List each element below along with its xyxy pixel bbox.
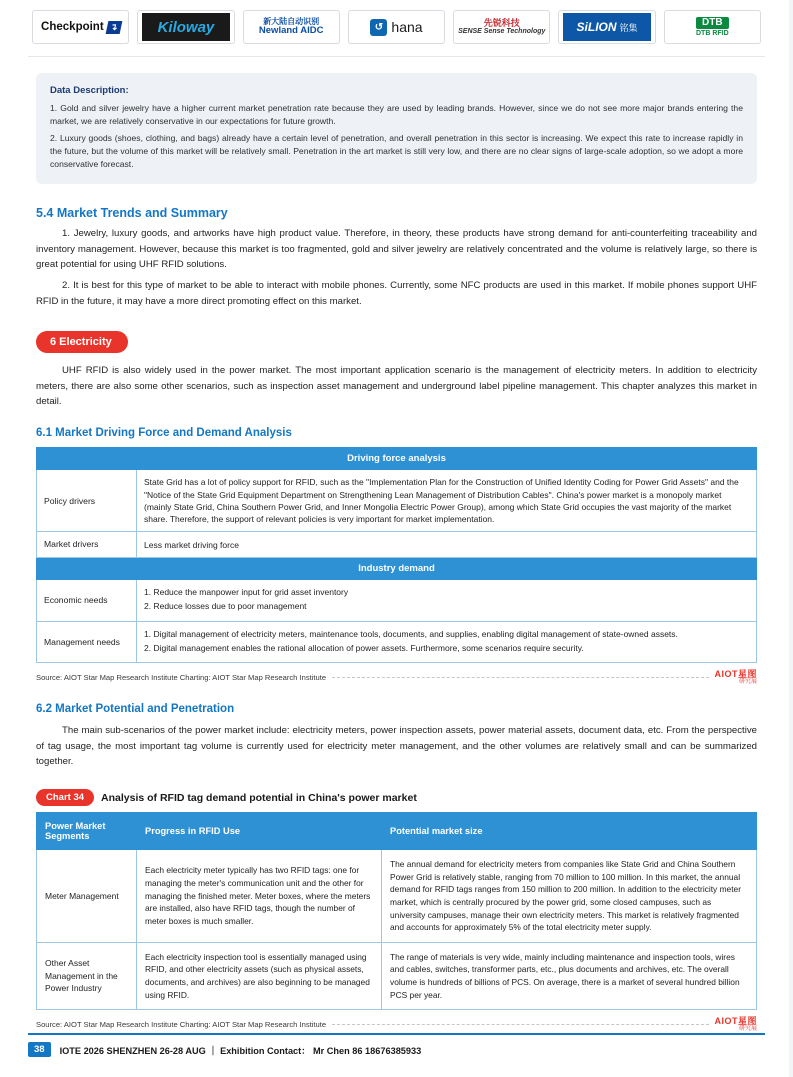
footer-text: IOTE 2026 SHENZHEN 26-28 AUG ｜ Exhibition Contact： Mr Chen 86 18676385933 [59,1045,422,1056]
table-row [37,942,757,1009]
watermark-title: AIOT星图 [714,669,757,680]
row-label-management-needs: Management needs [37,621,137,663]
logo-newland-cn: 新大陆自动识别 [263,16,320,26]
section-5-4-paragraph-1: 1. Jewelry, luxury goods, and artworks have high product value. Therefore, in theory, these products have strong demand for anti-counterfeiting traceability and inventory management. However, because this market is too fragmented, gold and silver jewelry are relatively concentrated and the volume is relatively large, so there is great potential for using UHF RFID solutions. [36,228,757,271]
row-text-policy-drivers: State Grid has a lot of policy support for RFID, such as the "Implementation Plan for the Construction of Unified Identity Coding for Power Grid Assets" and the "Notice of the State Grid Equipment Department on Strengthening Lean Management of Distribution Cables". China's power market is a monopoly market (mainly State Grid, China Southern Power Grid, and Inner Mongolia Electric Power Group), among which State Grid occupies the vast majority of the market share. Therefore, the support of relevant policies is very important for market implementation. [137,470,757,532]
source-text: Source: AIOT Star Map Research Institute Charting: AIOT Star Map Research Institute [36,1020,327,1030]
section-5-4-paragraph-2: 2. It is best for this type of market to be able to interact with mobile phones. Currently, some NFC products are used in this market. If mobile phones support UHF RFID in the future, it may have a more direct promoting effect on this market. [36,280,757,307]
logo-dtb-bottom: DTB RFID [695,30,729,37]
power-market-table [36,812,757,1010]
management-need-item: 1. Digital management of electricity meters, maintenance tools, documents, and supplies, enabling digital management of state-owned assets. [144,628,678,639]
column-header-progress: Progress in RFID Use [137,813,382,850]
source-divider [332,677,708,678]
row-label-economic-needs: Economic needs [37,579,137,621]
note-paragraph-2: 2. Luxury goods (shoes, clothing, and bags) already have a certain level of penetration, and overall penetration in this sector is increasing. We expect this rate to increase rapidly in the future, but the volume of this market will be relatively small. Penetration in the art market is still very low, and there are no clear signs of large-scale adoption, so we adopt a more conservative forecast. [50,132,743,169]
table-row [37,621,757,663]
cell-segment-other-assets: Other Asset Management in the Power Industry [37,942,137,1009]
column-header-potential: Potential market size [382,813,757,850]
column-header-segments: Power Market Segments [37,813,137,850]
sponsor-logo-strip [28,0,765,57]
logo-silion-cn: 铭集 [619,22,638,33]
watermark-sub: 研究展 [738,679,757,686]
driving-force-table [36,447,757,663]
chart-34-heading [36,789,757,806]
table-row [37,470,757,532]
chart-number-badge: Chart 34 [36,789,94,806]
watermark-sub: 研究展 [738,1026,757,1033]
logo-checkpoint [32,10,129,44]
row-label-market-drivers: Market drivers [37,532,137,557]
cell-potential-other-assets: The range of materials is very wide, mainly including maintenance and inspection tools, wires and cables, switches, transformer parts, etc., plus documents and archives, etc. The overall volume is hundreds of billions of PCS. On average, there is a market of several hundred billion PCS per year. [382,942,757,1009]
section-heading-5-4: 5.4 Market Trends and Summary [36,206,228,221]
table-header-row [37,448,757,470]
table-row [37,532,757,557]
logo-kiloway [137,10,234,44]
section-heading-6-1: 6.1 Market Driving Force and Demand Analysis [36,427,292,440]
logo-checkpoint-text: Checkpoint [41,20,104,33]
row-label-policy-drivers: Policy drivers [37,470,137,532]
logo-sense-cn: 先锐科技 [483,17,520,28]
logo-sense-en: SENSE Sense Technology [458,28,546,36]
logo-dtb-rfid [664,10,761,44]
driving-force-header: Driving force analysis [37,448,757,470]
source-line-6-2 [36,1017,757,1032]
note-title: Data Description: [50,85,129,96]
section-6-2-paragraph-1: The main sub-scenarios of the power market include: electricity meters, power inspection assets, power material assets, document data, etc. From the perspective of tag usage, the most important tag volume is currently used for electricity meter management, and the other volumes are relatively small and can be summarized together. [36,725,757,767]
logo-hana-text: hana [391,19,423,35]
cell-progress-meter-management: Each electricity meter typically has two RFID tags: one for managing the meter's communication unit and the other for managing the finished meter. Meter boxes, where the meters are installed, also have RFID tags, though the number of meter boxes is much smaller. [137,850,382,943]
logo-hana [348,10,445,44]
row-text-management-needs [137,621,757,663]
logo-newland-aidc [243,10,340,44]
logo-silion [558,10,655,44]
watermark-logo [715,1017,758,1032]
economic-need-item: 1. Reduce the manpower input for grid asset inventory [144,586,349,597]
source-text: Source: AIOT Star Map Research Institute Charting: AIOT Star Map Research Institute [36,673,327,683]
section-heading-6-2: 6.2 Market Potential and Penetration [36,703,235,716]
logo-newland-en: Newland AIDC [258,25,324,37]
cell-segment-meter-management: Meter Management [37,850,137,943]
industry-demand-header: Industry demand [37,557,757,579]
chart-title: Analysis of RFID tag demand potential in China's power market [101,791,417,804]
data-description-note [36,73,757,184]
page-footer [28,1033,765,1057]
cell-potential-meter-management: The annual demand for electricity meters from companies like State Grid and China Southern Power Grid is relatively stable, ranging from 70 million to 100 million. In this market, the annual demand for RFID tags ranges from 150 million to 200 million. In addition to the electricity meter market, which is centrally procured by the power grid, some closed campuses, such as university campuses, manage their own electricity meters. This market is relatively fragmented and accounts for approximately 5% of the total electricity meter supply. [382,850,757,943]
chapter-6-badge: 6 Electricity [36,331,128,353]
note-paragraph-1: 1. Gold and silver jewelry have a higher current market penetration rate because they are used by leading brands. However, since we do not see more major brands entering the market, we are relatively conservative in our expectations for future growth. [50,103,743,126]
source-divider [332,1024,708,1025]
management-need-item: 2. Digital management enables the rational allocation of power assets. Furthermore, some scenarios require security. [144,642,584,653]
source-line-6-1 [36,670,757,685]
page-number: 38 [28,1042,51,1057]
logo-kiloway-text: Kiloway [157,18,215,36]
checkpoint-mark-icon: ↴ [105,21,121,34]
table-row [37,579,757,621]
cell-progress-other-assets: Each electricity inspection tool is essentially managed using RFID, and other electricity assets (such as physical assets, documents, and archives) are also beginning to be managed using RFID. [137,942,382,1009]
logo-sense-technology [453,10,550,44]
row-text-economic-needs [137,579,757,621]
table-row [37,850,757,943]
watermark-logo [715,670,758,685]
logo-dtb-top: DTB [696,17,729,29]
logo-silion-text: SiLION [576,20,617,34]
table-header-row [37,813,757,850]
row-text-market-drivers: Less market driving force [137,532,757,557]
watermark-title: AIOT星图 [714,1016,757,1027]
economic-need-item: 2. Reduce losses due to poor management [144,601,307,612]
table-header-row [37,557,757,579]
hana-glyph-icon: ↺ [370,19,387,36]
chapter-6-intro: UHF RFID is also widely used in the power market. The most important application scenario is the management of electricity meters. In addition to electricity meters, there are also some other scenarios, such as inspection asset management and underground label pipeline management. This chapter analyzes this market in detail. [36,365,757,407]
page-edge-decoration [789,0,793,1077]
